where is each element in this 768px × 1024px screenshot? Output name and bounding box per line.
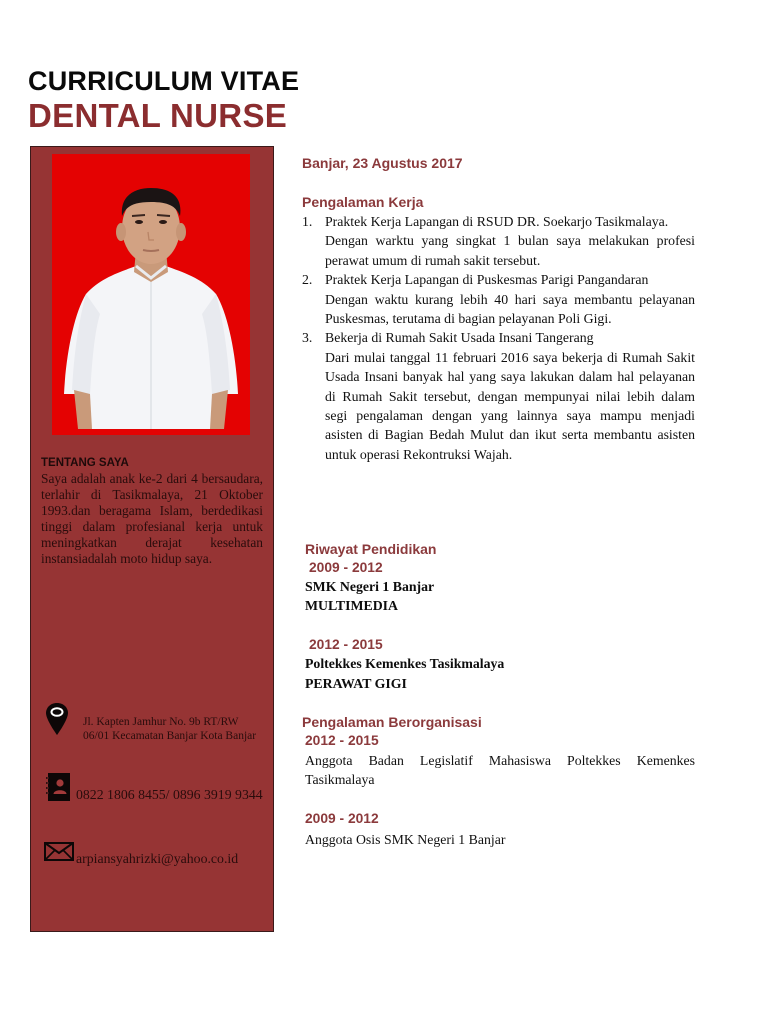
organization-years: 2012 - 2015 [305,733,379,748]
education-heading: Riwayat Pendidikan [305,541,437,557]
organization-heading: Pengalaman Berorganisasi [302,714,482,730]
education-years: 2012 - 2015 [309,637,383,652]
place-date: Banjar, 23 Agustus 2017 [302,155,463,171]
work-item-description: Dengan warktu yang singkat 1 bulan saya melakukan profesi perawat umum di rumah sakit tersebut. [325,233,695,268]
work-item-title: Praktek Kerja Lapangan di Puskesmas Parigi Pangandaran [325,272,649,288]
work-item-number: 3. [302,330,313,346]
education-major: PERAWAT GIGI [305,676,407,691]
education-years: 2009 - 2012 [309,560,383,575]
phone-link[interactable]: 0822 1806 8455/ 0896 3919 9344 [76,787,263,802]
work-item-title: Bekerja di Rumah Sakit Usada Insani Tangerang [325,330,594,346]
job-title: DENTAL NURSE [28,97,288,134]
work-item-description: Dari mulai tanggal 11 februari 2016 saya bekerja di Rumah Sakit Usada Insani banyak hal yang saya lakukan dalam hal pelayanan di Rumah Sakit tersebut, dengan mempunyai nilai lebih dalam segi pengalaman dengan yang lainnya saya mampu menjadi asisten di Bagian Bedah Mulut dan ikut serta membantu asisten untuk operasi Rekontruksi Wajah. [325,349,695,462]
education-school: Poltekkes Kemenkes Tasikmalaya [305,656,505,671]
address-text: Jl. Kapten Jamhur No. 9b RT/RW 06/01 Kecamatan Banjar Kota Banjar [83,716,257,743]
organization-description: Anggota Osis SMK Negeri 1 Banjar [305,832,506,847]
profile-photo [52,154,250,435]
work-item [300,212,695,270]
work-item [300,328,695,464]
organization-years: 2009 - 2012 [305,811,379,826]
sidebar-panel [30,146,274,932]
work-item [300,270,695,328]
map-pin-icon [45,702,69,741]
education-school: SMK Negeri 1 Banjar [305,579,435,594]
education-major: MULTIMEDIA [305,598,399,613]
about-text: Saya adalah anak ke-2 dari 4 bersaudara, terlahir di Tasikmalaya, 21 Oktober 1993.dan beragama Islam, berdedikasi tinggi dalam profesianal kerja untuk meningkatkan derajat kesehatan instansiadalah moto hidup saya. [41,471,263,566]
work-item-number: 1. [302,214,313,229]
work-item-number: 2. [302,272,313,288]
envelope-icon [44,842,74,866]
work-item-title: Praktek Kerja Lapangan di RSUD DR. Soekarjo Tasikmalaya. [325,214,669,229]
document-title: CURRICULUM VITAE [28,66,300,96]
work-item-description: Dengan waktu kurang lebih 40 hari saya membantu pelayanan Puskesmas, terutama di bagian pelayanan Poli Gigi. [325,291,695,327]
work-experience-heading: Pengalaman Kerja [302,194,424,210]
organization-description: Anggota Badan Legislatif Mahasiswa Poltekkes Kemenkes Tasikmalaya [305,753,695,788]
address-book-icon [45,772,71,807]
work-experience-list [300,212,695,464]
about-heading: TENTANG SAYA [41,457,129,469]
email-link[interactable]: arpiansyahrizki@yahoo.co.id [76,851,239,866]
